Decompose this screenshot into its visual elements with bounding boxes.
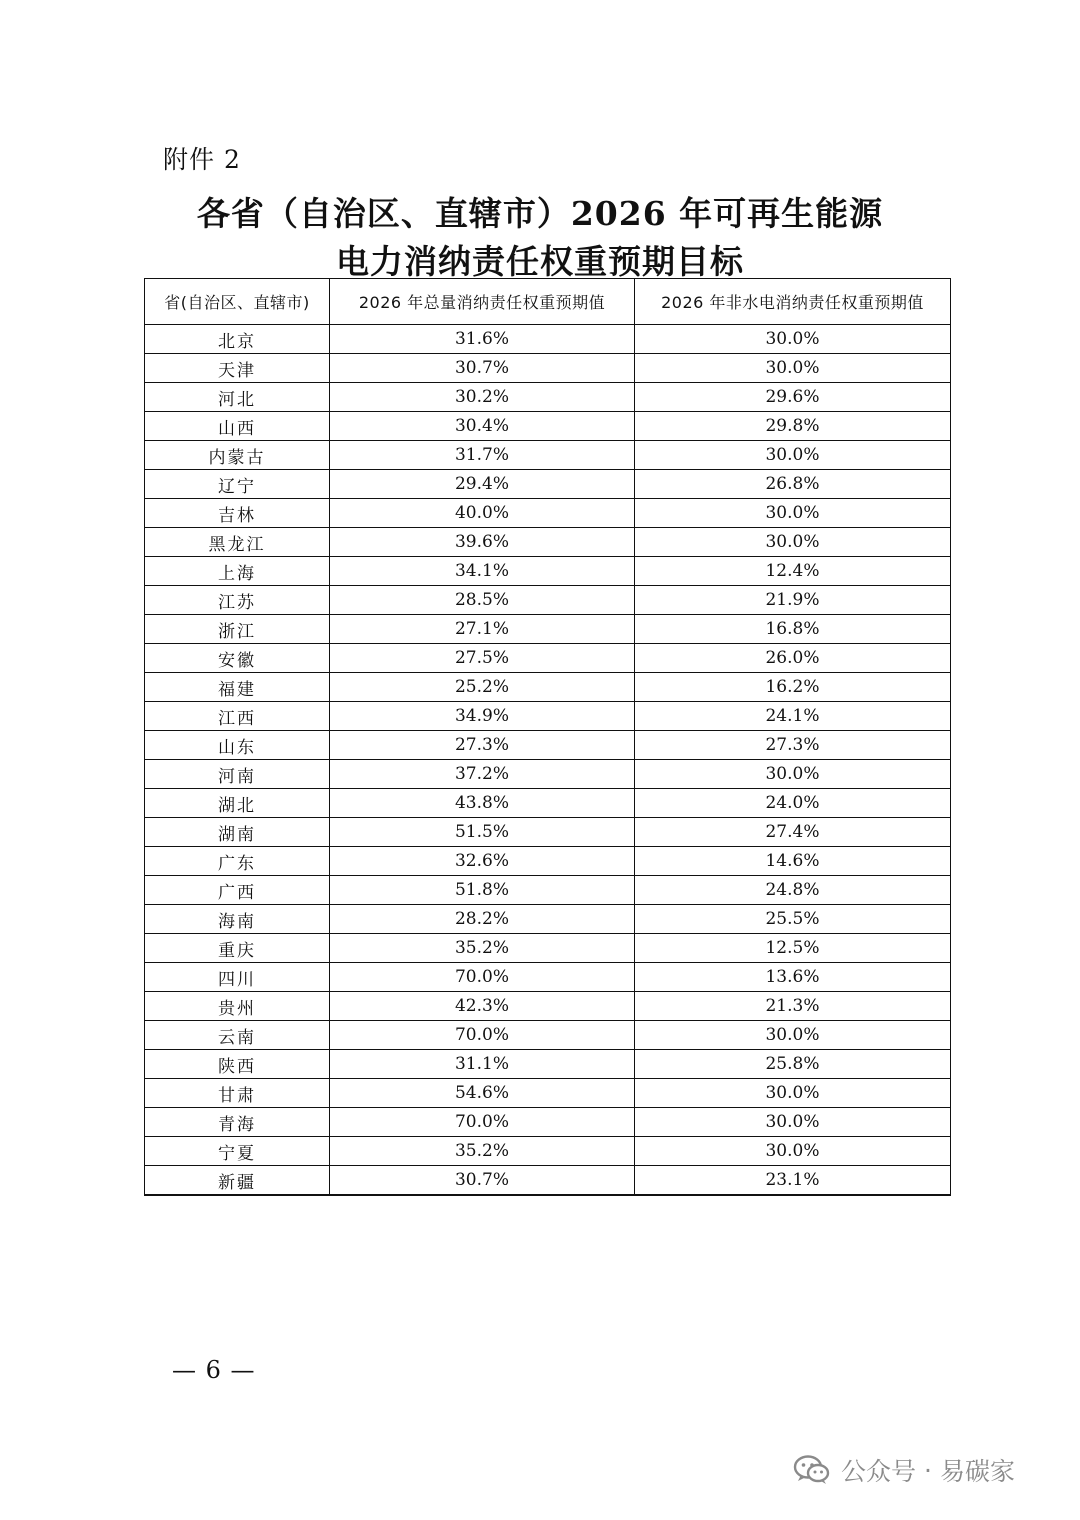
watermark-account-name: 易碳家 xyxy=(939,1457,1015,1486)
total-weight-cell: 31.6% xyxy=(330,325,635,354)
header-non-hydro-weight: 2026 年非水电消纳责任权重预期值 xyxy=(635,279,951,325)
non-hydro-weight-cell: 24.8% xyxy=(635,876,951,905)
province-cell: 河北 xyxy=(145,383,330,412)
non-hydro-weight-cell: 30.0% xyxy=(635,1021,951,1050)
non-hydro-weight-cell: 30.0% xyxy=(635,325,951,354)
total-weight-cell: 51.5% xyxy=(330,818,635,847)
table-row xyxy=(145,470,951,499)
table-row xyxy=(145,325,951,354)
non-hydro-weight-cell: 26.8% xyxy=(635,470,951,499)
province-cell: 新疆 xyxy=(145,1166,330,1196)
total-weight-cell: 70.0% xyxy=(330,963,635,992)
table-row xyxy=(145,1021,951,1050)
non-hydro-weight-cell: 14.6% xyxy=(635,847,951,876)
total-weight-cell: 27.3% xyxy=(330,731,635,760)
table-row xyxy=(145,528,951,557)
non-hydro-weight-cell: 30.0% xyxy=(635,1108,951,1137)
province-cell: 北京 xyxy=(145,325,330,354)
table-row xyxy=(145,992,951,1021)
non-hydro-weight-cell: 12.4% xyxy=(635,557,951,586)
total-weight-cell: 35.2% xyxy=(330,1137,635,1166)
province-cell: 吉林 xyxy=(145,499,330,528)
table-row xyxy=(145,818,951,847)
wechat-watermark xyxy=(793,1450,1015,1490)
non-hydro-weight-cell: 30.0% xyxy=(635,1079,951,1108)
total-weight-cell: 25.2% xyxy=(330,673,635,702)
non-hydro-weight-cell: 27.3% xyxy=(635,731,951,760)
table-row xyxy=(145,789,951,818)
table-row xyxy=(145,760,951,789)
table-row xyxy=(145,934,951,963)
total-weight-cell: 34.1% xyxy=(330,557,635,586)
non-hydro-weight-cell: 16.8% xyxy=(635,615,951,644)
province-cell: 广东 xyxy=(145,847,330,876)
table-row xyxy=(145,412,951,441)
table-row xyxy=(145,1108,951,1137)
table-row xyxy=(145,441,951,470)
non-hydro-weight-cell: 30.0% xyxy=(635,528,951,557)
province-cell: 辽宁 xyxy=(145,470,330,499)
table-row xyxy=(145,1050,951,1079)
province-cell: 安徽 xyxy=(145,644,330,673)
total-weight-cell: 30.7% xyxy=(330,354,635,383)
table-row xyxy=(145,847,951,876)
total-weight-cell: 28.2% xyxy=(330,905,635,934)
total-weight-cell: 28.5% xyxy=(330,586,635,615)
total-weight-cell: 31.7% xyxy=(330,441,635,470)
province-cell: 甘肃 xyxy=(145,1079,330,1108)
non-hydro-weight-cell: 29.8% xyxy=(635,412,951,441)
non-hydro-weight-cell: 24.0% xyxy=(635,789,951,818)
header-province: 省(自治区、直辖市) xyxy=(145,279,330,325)
total-weight-cell: 39.6% xyxy=(330,528,635,557)
total-weight-cell: 51.8% xyxy=(330,876,635,905)
total-weight-cell: 54.6% xyxy=(330,1079,635,1108)
total-weight-cell: 30.4% xyxy=(330,412,635,441)
table-row xyxy=(145,354,951,383)
non-hydro-weight-cell: 29.6% xyxy=(635,383,951,412)
province-cell: 江苏 xyxy=(145,586,330,615)
total-weight-cell: 40.0% xyxy=(330,499,635,528)
non-hydro-weight-cell: 30.0% xyxy=(635,1137,951,1166)
total-weight-cell: 70.0% xyxy=(330,1108,635,1137)
non-hydro-weight-cell: 30.0% xyxy=(635,441,951,470)
non-hydro-weight-cell: 16.2% xyxy=(635,673,951,702)
document-title-line-2: 电力消纳责任权重预期目标 xyxy=(336,242,744,281)
wechat-icon xyxy=(793,1453,831,1487)
non-hydro-weight-cell: 25.5% xyxy=(635,905,951,934)
non-hydro-weight-cell: 25.8% xyxy=(635,1050,951,1079)
watermark-separator: · xyxy=(924,1455,932,1485)
province-cell: 重庆 xyxy=(145,934,330,963)
non-hydro-weight-cell: 30.0% xyxy=(635,760,951,789)
non-hydro-weight-cell: 24.1% xyxy=(635,702,951,731)
table-body xyxy=(145,325,951,1196)
table-row xyxy=(145,673,951,702)
table-row xyxy=(145,1137,951,1166)
non-hydro-weight-cell: 27.4% xyxy=(635,818,951,847)
table-row xyxy=(145,644,951,673)
total-weight-cell: 30.2% xyxy=(330,383,635,412)
total-weight-cell: 29.4% xyxy=(330,470,635,499)
non-hydro-weight-cell: 13.6% xyxy=(635,963,951,992)
total-weight-cell: 35.2% xyxy=(330,934,635,963)
total-weight-cell: 27.1% xyxy=(330,615,635,644)
province-cell: 陕西 xyxy=(145,1050,330,1079)
province-cell: 黑龙江 xyxy=(145,528,330,557)
province-cell: 天津 xyxy=(145,354,330,383)
province-cell: 青海 xyxy=(145,1108,330,1137)
total-weight-cell: 30.7% xyxy=(330,1166,635,1196)
province-cell: 福建 xyxy=(145,673,330,702)
total-weight-cell: 32.6% xyxy=(330,847,635,876)
province-cell: 河南 xyxy=(145,760,330,789)
table-row xyxy=(145,499,951,528)
non-hydro-weight-cell: 21.9% xyxy=(635,586,951,615)
total-weight-cell: 42.3% xyxy=(330,992,635,1021)
table-row xyxy=(145,383,951,412)
province-cell: 广西 xyxy=(145,876,330,905)
document-title-line-1: 各省（自治区、直辖市）2026 年可再生能源 xyxy=(196,194,884,233)
attachment-label: 附件 2 xyxy=(163,145,241,174)
table-row xyxy=(145,905,951,934)
page-number: — 6 — xyxy=(172,1356,256,1384)
table-row xyxy=(145,586,951,615)
non-hydro-weight-cell: 26.0% xyxy=(635,644,951,673)
table-row xyxy=(145,876,951,905)
non-hydro-weight-cell: 12.5% xyxy=(635,934,951,963)
total-weight-cell: 37.2% xyxy=(330,760,635,789)
province-cell: 浙江 xyxy=(145,615,330,644)
total-weight-cell: 34.9% xyxy=(330,702,635,731)
table-row xyxy=(145,1166,951,1196)
province-cell: 湖南 xyxy=(145,818,330,847)
province-cell: 海南 xyxy=(145,905,330,934)
province-cell: 贵州 xyxy=(145,992,330,1021)
non-hydro-weight-cell: 30.0% xyxy=(635,499,951,528)
province-cell: 四川 xyxy=(145,963,330,992)
province-cell: 山西 xyxy=(145,412,330,441)
total-weight-cell: 70.0% xyxy=(330,1021,635,1050)
total-weight-cell: 27.5% xyxy=(330,644,635,673)
province-cell: 云南 xyxy=(145,1021,330,1050)
total-weight-cell: 43.8% xyxy=(330,789,635,818)
table-row xyxy=(145,702,951,731)
non-hydro-weight-cell: 21.3% xyxy=(635,992,951,1021)
header-row xyxy=(145,279,951,325)
consumption-weight-table xyxy=(144,278,951,1196)
province-cell: 江西 xyxy=(145,702,330,731)
table-row xyxy=(145,731,951,760)
table-row xyxy=(145,963,951,992)
header-total-weight: 2026 年总量消纳责任权重预期值 xyxy=(330,279,635,325)
province-cell: 内蒙古 xyxy=(145,441,330,470)
table-row xyxy=(145,557,951,586)
province-cell: 湖北 xyxy=(145,789,330,818)
table-row xyxy=(145,1079,951,1108)
watermark-account-type: 公众号 xyxy=(841,1457,917,1486)
province-cell: 上海 xyxy=(145,557,330,586)
total-weight-cell: 31.1% xyxy=(330,1050,635,1079)
non-hydro-weight-cell: 23.1% xyxy=(635,1166,951,1196)
table-row xyxy=(145,615,951,644)
province-cell: 宁夏 xyxy=(145,1137,330,1166)
province-cell: 山东 xyxy=(145,731,330,760)
non-hydro-weight-cell: 30.0% xyxy=(635,354,951,383)
table-header xyxy=(145,279,951,325)
